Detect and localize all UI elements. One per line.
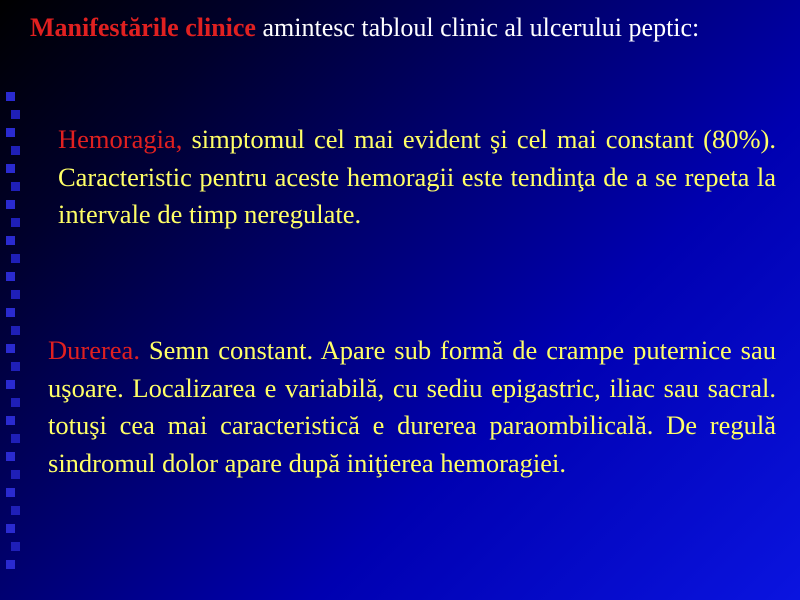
decorative-square xyxy=(11,290,20,299)
decorative-square xyxy=(6,236,15,245)
decorative-square xyxy=(11,434,20,443)
paragraph-text: simptomul cel mai evident şi cel mai constant (80%). Caracteristic pentru aceste hemoragii este tendinţa de a se repeta la intervale de timp neregulate. xyxy=(58,124,776,229)
paragraph-durerea xyxy=(48,332,776,482)
heading-rest: amintesc tabloul clinic al ulcerului peptic: xyxy=(255,13,700,42)
decorative-square xyxy=(11,146,20,155)
decorative-square xyxy=(6,452,15,461)
slide-heading xyxy=(30,10,730,46)
decorative-square xyxy=(6,128,15,137)
decorative-square xyxy=(6,164,15,173)
paragraph-lead: Hemoragia, xyxy=(58,124,183,154)
decorative-square xyxy=(6,344,15,353)
decorative-square xyxy=(6,200,15,209)
decorative-square xyxy=(6,92,15,101)
decorative-square xyxy=(6,272,15,281)
decorative-square xyxy=(6,380,15,389)
decorative-square xyxy=(11,398,20,407)
decorative-square xyxy=(11,182,20,191)
decorative-square xyxy=(11,218,20,227)
decorative-square xyxy=(6,488,15,497)
decorative-square xyxy=(11,110,20,119)
decorative-square xyxy=(11,470,20,479)
paragraph-hemoragia xyxy=(58,121,776,234)
heading-highlight: Manifestările clinice xyxy=(30,13,256,42)
decorative-square xyxy=(6,308,15,317)
decorative-square xyxy=(11,254,20,263)
decorative-square xyxy=(6,560,15,569)
decorative-square xyxy=(6,416,15,425)
paragraph-lead: Durerea. xyxy=(48,335,140,365)
decorative-square xyxy=(11,506,20,515)
decorative-square xyxy=(11,362,20,371)
decorative-square xyxy=(6,524,15,533)
decorative-square-strip xyxy=(3,92,19,569)
paragraph-text: Semn constant. Apare sub formă de crampe puternice sau uşoare. Localizarea e variabilă, cu sediu epigastric, iliac sau sacral. totuşi cea mai caracteristică e durerea paraombilicală. De regulă sindromul dolor apare după iniţierea hemoragiei. xyxy=(48,335,776,478)
decorative-square xyxy=(11,326,20,335)
decorative-square xyxy=(11,542,20,551)
